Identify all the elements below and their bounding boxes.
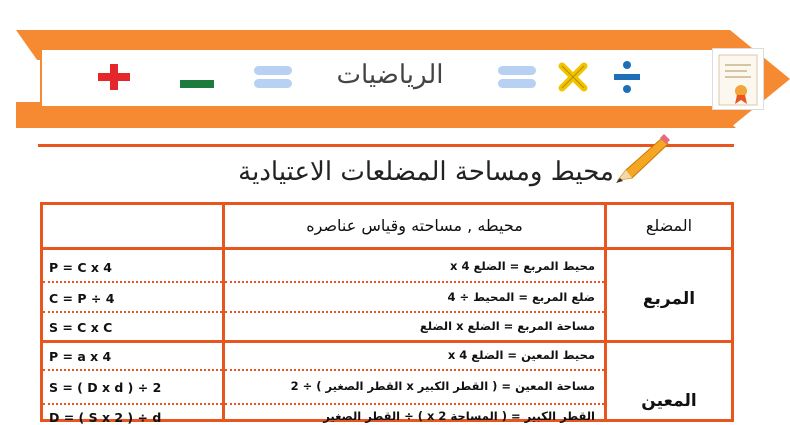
group-divider <box>43 340 731 343</box>
polygons-table <box>40 202 734 425</box>
table-row-description: القطر الكبير = ( المساحة x 2 ) ÷ القطر الصغير <box>323 409 595 423</box>
header-shape: المضلع <box>645 216 693 235</box>
header-formula <box>43 205 222 247</box>
plus-icon <box>98 64 130 90</box>
row-divider <box>43 369 222 371</box>
row-divider <box>225 311 604 313</box>
certificate-icon <box>712 48 764 110</box>
row-divider <box>43 311 222 313</box>
table-row-description: محيط المعين = الضلع x 4 <box>447 348 595 362</box>
table-row-formula: S = ( D x d ) ÷ 2 <box>49 380 162 395</box>
shape-square: المربع <box>642 289 696 309</box>
table-row-formula: P = a x 4 <box>49 349 112 364</box>
pencil-icon <box>612 134 670 186</box>
table-row-formula: D = ( S x 2 ) ÷ d <box>49 410 162 425</box>
table-row-formula: C = P ÷ 4 <box>49 291 115 306</box>
banner-title: الرياضيات <box>336 60 444 90</box>
row-divider <box>225 403 604 405</box>
table-row-formula: P = C x 4 <box>49 260 112 275</box>
table-row-formula: S = C x C <box>49 320 113 335</box>
divide-icon <box>612 60 642 94</box>
row-divider <box>225 369 604 371</box>
row-divider <box>225 281 604 283</box>
equals-icon <box>254 64 294 90</box>
table-row-description: محيط المربع = الضلع x 4 <box>450 259 595 273</box>
minus-icon <box>180 73 214 81</box>
times-icon <box>558 62 588 92</box>
page-heading: محيط ومساحة المضلعات الاعتيادية <box>238 157 614 187</box>
table-row-description: ضلع المربع = المحيط ÷ 4 <box>447 290 595 304</box>
row-divider <box>43 403 222 405</box>
shape-rhombus: المعين <box>641 391 697 411</box>
table-row-description: مساحة المعين = ( القطر الكبير x القطر الصغير ) ÷ 2 <box>290 379 595 393</box>
row-divider <box>43 281 222 283</box>
header-divider <box>43 247 731 250</box>
equals-icon <box>498 64 538 90</box>
table-row-description: مساحة المربع = الضلع x الضلع <box>419 319 595 333</box>
header-description: محيطه , مساحته وقياس عناصره <box>306 216 523 235</box>
